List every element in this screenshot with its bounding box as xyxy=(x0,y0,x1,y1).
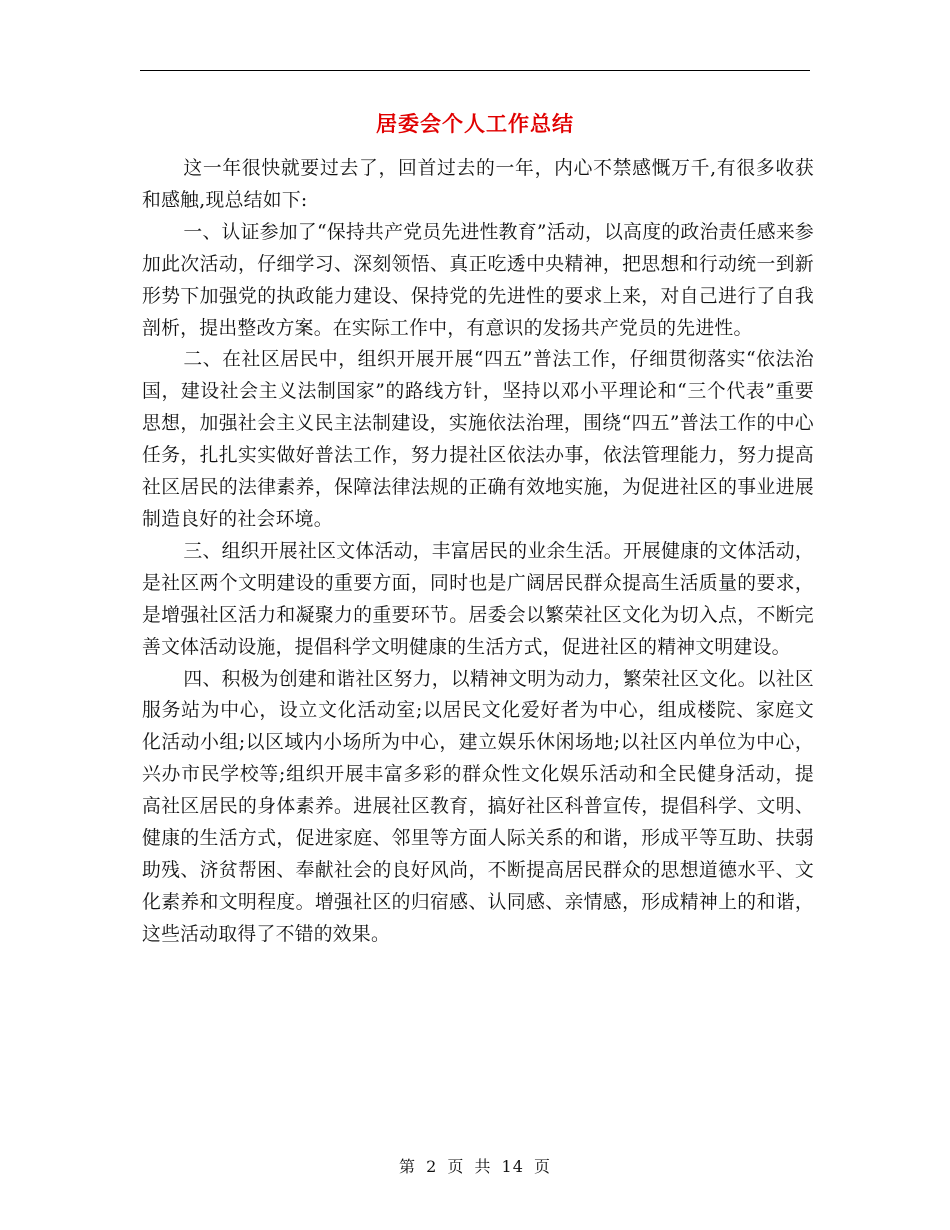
header-rule xyxy=(140,70,810,71)
document-body xyxy=(142,153,814,951)
document-title: 居委会个人工作总结 xyxy=(376,112,574,136)
paragraph-section-3: 三、组织开展社区文体活动，丰富居民的业余生活。开展健康的文体活动，是社区两个文明建设的重要方面，同时也是广阔居民群众提高生活质量的要求，是增强社区活力和凝聚力的重要环节。居委会以繁荣社区文化为切入点，不断完善文体活动设施，提倡科学文明健康的生活方式，促进社区的精神文明建设。 xyxy=(142,540,814,658)
paragraph-section-1: 一、认证参加了“保持共产党员先进性教育”活动，以高度的政治责任感来参加此次活动，仔细学习、深刻领悟、真正吃透中央精神，把思想和行动统一到新形势下加强党的执政能力建设、保持党的先进性的要求上来，对自己进行了自我剖析，提出整改方案。在实际工作中，有意识的发扬共产党员的先进性。 xyxy=(142,221,814,339)
paragraph-intro: 这一年很快就要过去了，回首过去的一年，内心不禁感慨万千,有很多收获和感触,现总结如下: xyxy=(142,158,814,211)
paragraph-section-4: 四、积极为创建和谐社区努力，以精神文明为动力，繁荣社区文化。以社区服务站为中心，设立文化活动室;以居民文化爱好者为中心，组成楼院、家庭文化活动小组;以区域内小场所为中心，建立娱乐休闲场地;以社区内单位为中心，兴办市民学校等;组织开展丰富多彩的群众性文化娱乐活动和全民健身活动，提高社区居民的身体素养。进展社区教育，搞好社区科普宣传，提倡科学、文明、健康的生活方式，促进家庭、邻里等方面人际关系的和谐，形成平等互助、扶弱助残、济贫帮困、奉献社会的良好风尚，不断提高居民群众的思想道德水平、文化素养和文明程度。增强社区的归宿感、认同感、亲情感，形成精神上的和谐，这些活动取得了不错的效果。 xyxy=(142,668,814,945)
paragraph-section-2: 二、在社区居民中，组织开展开展“四五”普法工作，仔细贯彻落实“依法治国，建设社会主义法制国家”的路线方针，坚持以邓小平理论和“三个代表”重要思想，加强社会主义民主法制建设，实施依法治理，围绕“四五”普法工作的中心任务，扎扎实实做好普法工作，努力提社区依法办事，依法管理能力，努力提高社区居民的法律素养，保障法律法规的正确有效地实施，为促进社区的事业进展制造良好的社会环境。 xyxy=(142,349,814,530)
page-number: 第 2 页 共 14 页 xyxy=(399,1157,551,1176)
